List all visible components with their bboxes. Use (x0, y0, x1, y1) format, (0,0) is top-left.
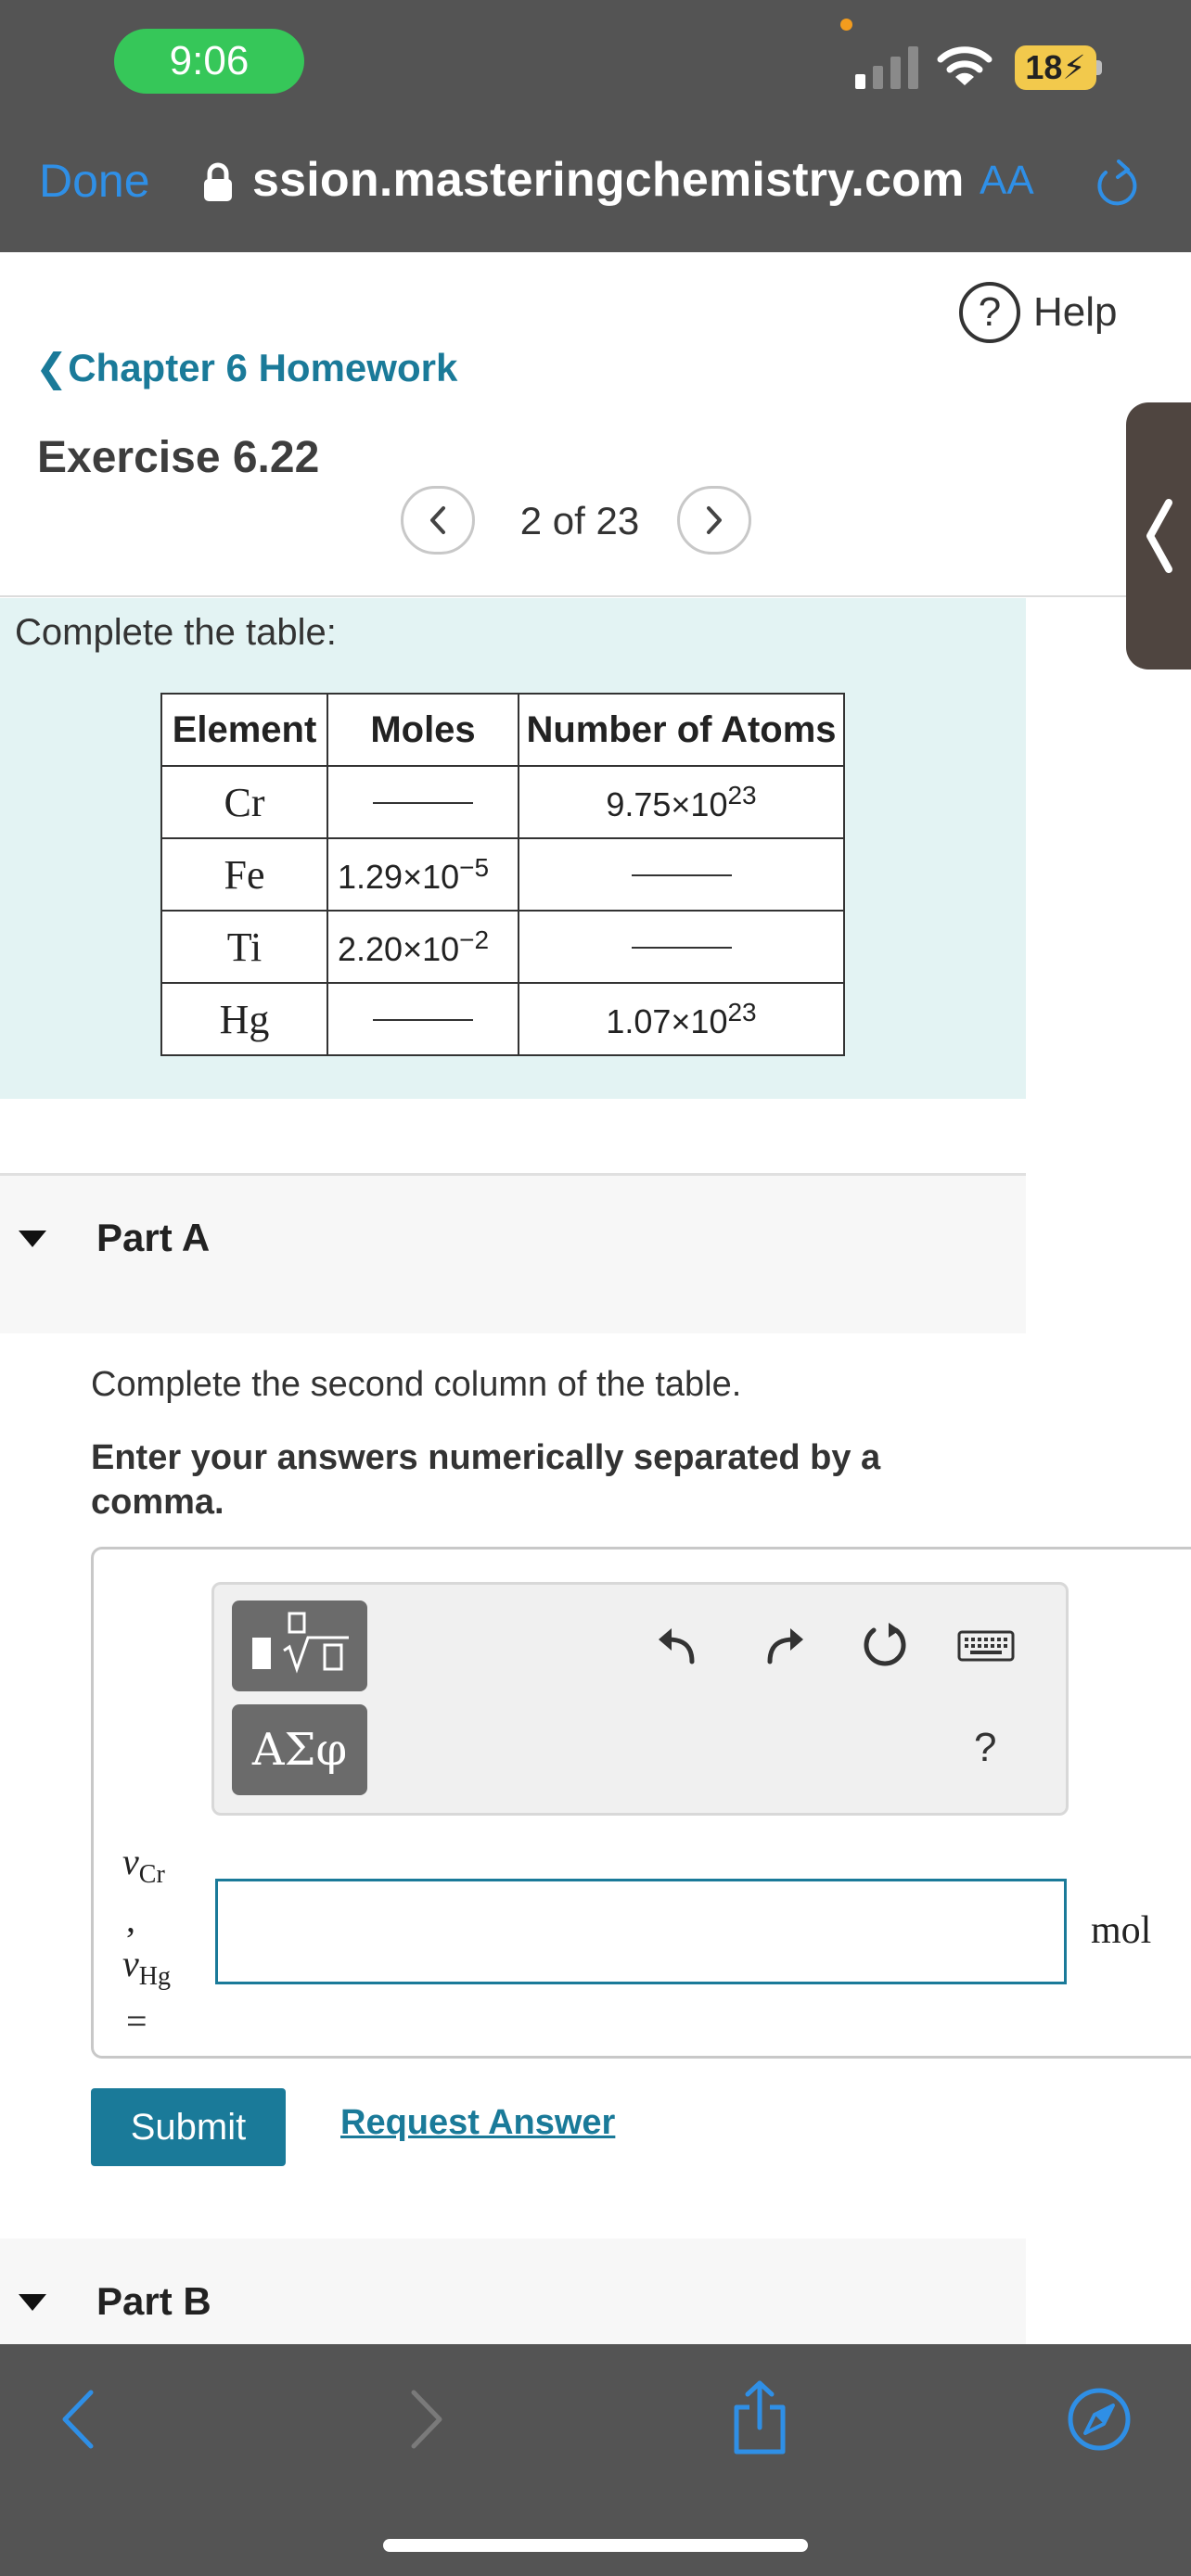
next-item-button[interactable] (677, 486, 751, 555)
element-cell: Ti (161, 911, 327, 983)
request-answer-link[interactable]: Request Answer (340, 2103, 616, 2142)
cellular-signal-icon (855, 46, 920, 91)
moles-cell: $1.29\times 10^{-5}$ (327, 838, 519, 911)
chevron-left-icon (427, 504, 449, 536)
table-row (161, 838, 844, 911)
wifi-icon (937, 43, 992, 89)
table-header-row (161, 694, 844, 766)
unit-label: mol (1091, 1909, 1152, 1952)
blank-line (632, 873, 732, 876)
element-cell: Fe (161, 838, 327, 911)
reload-icon[interactable] (1093, 159, 1139, 210)
home-indicator (383, 2539, 808, 2552)
previous-item-button[interactable] (401, 486, 475, 555)
lock-icon (202, 161, 234, 202)
column-header-element: Element (161, 694, 327, 766)
chapter-back-link[interactable]: ❮Chapter 6 Homework (35, 346, 458, 389)
atoms-cell (519, 911, 844, 983)
chevron-left-icon: ❮ (35, 346, 69, 389)
column-header-atoms: Number of Atoms (519, 694, 844, 766)
part-a-instruction: Complete the second column of the table. (91, 1365, 742, 1404)
math-help-button[interactable]: ? (974, 1725, 997, 1770)
undo-icon[interactable] (651, 1619, 703, 1671)
column-header-moles: Moles (327, 694, 519, 766)
forward-icon[interactable] (399, 2385, 451, 2454)
table-row (161, 983, 844, 1055)
address-bar-url[interactable]: ssion.masteringchemistry.com (252, 153, 965, 207)
caret-down-icon[interactable] (17, 1229, 48, 1249)
exercise-title: Exercise 6.22 (37, 433, 320, 482)
chevron-left-icon (1143, 497, 1176, 575)
chevron-right-icon (703, 504, 725, 536)
atoms-cell (519, 838, 844, 911)
help-label: Help (1033, 289, 1118, 335)
reset-icon[interactable] (859, 1619, 911, 1671)
templates-icon (232, 1600, 367, 1691)
help-button[interactable] (959, 280, 1118, 345)
back-icon[interactable] (54, 2385, 106, 2454)
caret-down-icon[interactable] (17, 2292, 48, 2313)
table-row (161, 766, 844, 838)
problem-prompt: Complete the table: (15, 612, 337, 653)
element-cell: Hg (161, 983, 327, 1055)
blank-line (373, 800, 473, 804)
help-icon: ? (959, 282, 1020, 343)
done-button[interactable]: Done (39, 155, 150, 207)
share-icon[interactable] (727, 2379, 792, 2455)
answer-input[interactable] (215, 1879, 1067, 1984)
moles-cell (327, 766, 519, 838)
moles-cell (327, 983, 519, 1055)
page-counter: 2 of 23 (519, 499, 640, 542)
battery-indicator: 18⚡ (1015, 45, 1096, 90)
atoms-cell: $1.07\times 10^{23}$ (519, 983, 844, 1055)
element-data-table (160, 693, 845, 1056)
blank-line (373, 1017, 473, 1021)
submit-button[interactable]: Submit (91, 2088, 286, 2166)
blank-line (632, 945, 732, 949)
keyboard-icon[interactable] (957, 1619, 1015, 1671)
table-row (161, 911, 844, 983)
privacy-indicator-dot (840, 19, 852, 31)
header-divider (0, 595, 1191, 597)
redo-icon[interactable] (759, 1619, 811, 1671)
compass-icon[interactable] (1067, 2387, 1132, 2452)
greek-symbols-button[interactable]: ΑΣφ (232, 1704, 367, 1795)
status-time: 9:06 (114, 29, 304, 94)
moles-cell: $2.20\times 10^{-2}$ (327, 911, 519, 983)
atoms-cell: $9.75\times 10^{23}$ (519, 766, 844, 838)
part-a-title[interactable]: Part A (96, 1216, 211, 1259)
part-a-entry-note: Enter your answers numerically separated by a comma. (91, 1438, 881, 1522)
part-b-title[interactable]: Part B (96, 2279, 211, 2323)
answer-variable-label: $\nu_{Cr}$ , $\nu_{Hg}$ = (122, 1841, 171, 2042)
element-cell: Cr (161, 766, 327, 838)
text-size-button[interactable]: AA (980, 158, 1034, 203)
battery-tip (1096, 60, 1102, 75)
math-templates-button[interactable] (232, 1600, 367, 1691)
